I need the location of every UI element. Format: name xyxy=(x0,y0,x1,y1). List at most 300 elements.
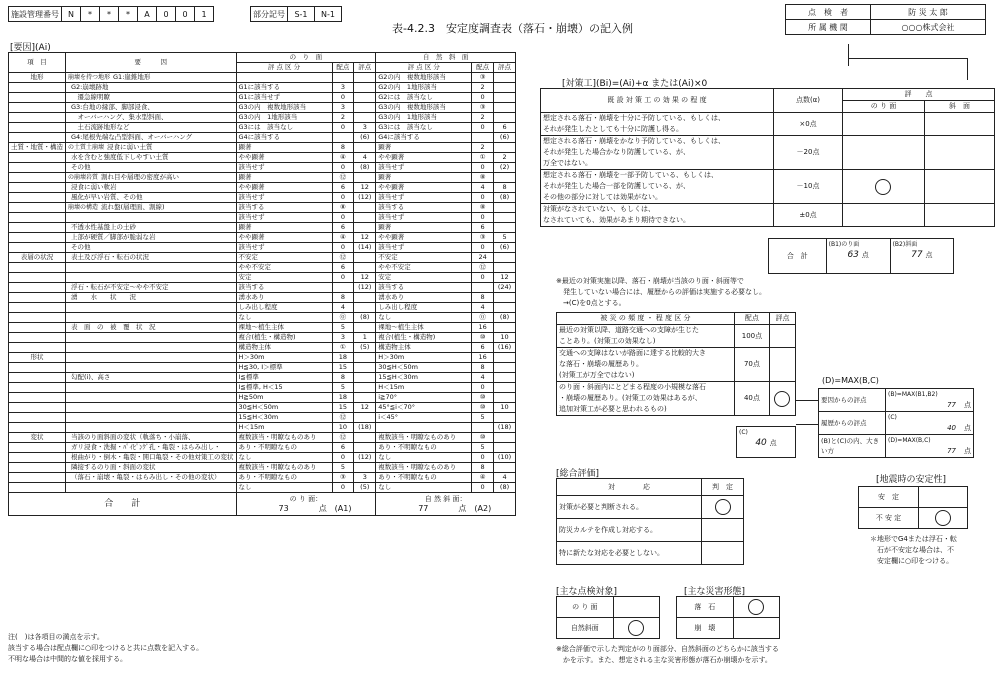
note-line: 安定欄に○印をつける。 xyxy=(870,557,954,565)
judge-cell xyxy=(733,618,779,639)
eval-cell: G3の内 複数地形該当 xyxy=(376,103,472,113)
table-row xyxy=(9,443,516,453)
factor-cell xyxy=(66,223,237,233)
b2-value: 77 xyxy=(911,250,923,260)
factor-cell xyxy=(66,433,237,443)
circle-mark-icon xyxy=(774,391,790,407)
eval-cell: 0 xyxy=(332,193,354,203)
eval-cell: G4に該当する xyxy=(376,133,472,143)
eval-cell: 該当せず xyxy=(236,243,332,253)
table-row xyxy=(9,233,516,243)
group-cell: 表層の状況 xyxy=(9,253,66,263)
eval-cell: i≧70° xyxy=(376,393,472,403)
col-natural: 自 然 斜 面 xyxy=(376,53,516,63)
group-cell xyxy=(9,383,66,393)
factor-cell xyxy=(66,323,237,333)
eval-cell xyxy=(472,283,494,293)
col-points: 配点 xyxy=(472,63,494,73)
eval-cell: H＜15m xyxy=(236,423,332,433)
factor-cell xyxy=(66,313,237,323)
factor-text: G3:台地の縁部、脚部浸食、 xyxy=(71,103,154,111)
code-cell: A xyxy=(138,7,157,22)
dmax-formula: (B)=MAX(B1,B2) xyxy=(888,391,938,398)
eval-cell xyxy=(494,253,516,263)
eval-cell: 該当せず xyxy=(376,213,472,223)
countermeasure-table xyxy=(540,88,995,227)
table-row xyxy=(9,393,516,403)
points-cell: －10点 xyxy=(774,170,843,204)
table-row xyxy=(9,273,516,283)
group-cell: 土質・地質・構造 xyxy=(9,143,66,153)
eval-cell: 4 xyxy=(354,153,376,163)
eval-cell xyxy=(354,73,376,83)
quake-note xyxy=(870,534,957,567)
eval-cell xyxy=(354,443,376,453)
eval-cell: 15 xyxy=(332,363,354,373)
factor-cell xyxy=(66,283,237,293)
eval-cell xyxy=(494,93,516,103)
col-score: 評 点 xyxy=(843,89,995,101)
score-cell xyxy=(924,170,994,204)
eval-cell: 該当せず xyxy=(236,163,332,173)
eval-cell: 該当せず xyxy=(236,193,332,203)
degree-text: 交通への支障はないが路面に達する比較的大き xyxy=(559,349,706,357)
eval-cell: 45°≦i＜70° xyxy=(376,403,472,413)
eval-cell: I≦標準 xyxy=(236,373,332,383)
eval-cell: 顕著 xyxy=(376,223,472,233)
factor-text: 根曲がり・倒木・亀裂・開口亀裂・その他対策工の変状 xyxy=(71,453,234,461)
eval-cell: 24 xyxy=(472,253,494,263)
eval-cell xyxy=(494,113,516,123)
factor-text: その他 xyxy=(71,243,91,251)
group-cell xyxy=(9,193,66,203)
table-row xyxy=(557,597,660,618)
dmax-label: (B)と(C)の内、大きい方 xyxy=(819,435,886,458)
eval-cell: G2の内 1地形該当 xyxy=(376,83,472,93)
note-line: 注( )は各項目の満点を示す。 xyxy=(8,633,104,641)
eval-cell: (6) xyxy=(494,133,516,143)
group-cell xyxy=(9,233,66,243)
factor-cell xyxy=(66,353,237,363)
circle-mark-icon xyxy=(935,510,951,526)
degree-text: それが発生した場合一部を防護している、が、 xyxy=(543,182,690,190)
judge-cell xyxy=(613,597,659,618)
factor-text: （落石・崩壊・亀裂・はらみ出し・その他の変状） xyxy=(71,473,221,481)
eval-cell xyxy=(332,133,354,143)
table-row xyxy=(9,73,516,83)
total-slope-label: の り 面： xyxy=(289,495,323,503)
eval-cell: (24) xyxy=(494,283,516,293)
eval-cell: 5 xyxy=(494,233,516,243)
eval-cell: あり・不明瞭なもの xyxy=(236,473,332,483)
factor-text: 浮石・転石が不安定～やや不安定 xyxy=(71,283,169,291)
group-cell: 変状 xyxy=(9,433,66,443)
eval-cell: なし xyxy=(236,483,332,493)
eval-cell: (14) xyxy=(354,243,376,253)
eval-cell: 3 xyxy=(332,83,354,93)
eval-cell xyxy=(354,413,376,423)
eval-cell: 0 xyxy=(472,93,494,103)
table-row xyxy=(677,618,780,639)
eval-cell: 顕著 xyxy=(376,173,472,183)
points-cell: －20点 xyxy=(774,136,843,170)
factors-table xyxy=(8,52,516,516)
table-row xyxy=(9,363,516,373)
table-row xyxy=(819,389,974,412)
inspector-label: 点 検 者 xyxy=(786,5,871,20)
factors-title: [要因](Ai) xyxy=(10,43,51,53)
eval-cell: 安定 xyxy=(236,273,332,283)
table-row xyxy=(859,487,968,508)
eval-cell: 15≦H＜30m xyxy=(236,413,332,423)
table-row xyxy=(9,143,516,153)
eval-cell xyxy=(494,213,516,223)
eval-cell: 顕著 xyxy=(236,143,332,153)
eval-cell xyxy=(354,93,376,103)
table-row xyxy=(9,303,516,313)
factor-text: 浸食に弱い土質 xyxy=(107,143,153,151)
col-eval: 評 点 区 分 xyxy=(236,63,332,73)
judge-cell xyxy=(613,618,659,639)
factor-cell xyxy=(66,343,237,353)
eval-cell: 3 xyxy=(354,473,376,483)
table-row xyxy=(9,253,516,263)
eval-cell xyxy=(472,133,494,143)
factor-cell xyxy=(66,163,237,173)
dmax-formula: (D)=MAX(B,C) xyxy=(888,437,931,444)
group-cell xyxy=(9,243,66,253)
eval-cell xyxy=(494,223,516,233)
eval-cell xyxy=(494,293,516,303)
c-label: (C) xyxy=(739,429,748,436)
table-row xyxy=(9,373,516,383)
eval-cell: ④ xyxy=(472,473,494,483)
eval-cell: なし xyxy=(376,453,472,463)
target-title: [主な点検対象] xyxy=(556,587,618,597)
eval-cell: 8 xyxy=(332,373,354,383)
eval-cell: H≧50m xyxy=(236,393,332,403)
eval-cell xyxy=(494,173,516,183)
eval-cell: (6) xyxy=(354,133,376,143)
eval-cell: ⑩ xyxy=(472,433,494,443)
table-row xyxy=(557,325,796,348)
group-cell xyxy=(9,173,66,183)
judge-cell xyxy=(843,204,925,227)
facility-number-box xyxy=(8,6,214,22)
eval-cell xyxy=(376,423,472,433)
eval-cell xyxy=(494,433,516,443)
eval-cell: 6 xyxy=(332,443,354,453)
degree-cell xyxy=(541,136,774,170)
eval-cell: (12) xyxy=(354,283,376,293)
group-cell xyxy=(9,333,66,343)
group-cell xyxy=(9,183,66,193)
factor-cell xyxy=(66,463,237,473)
factor-text: 割れ目や層理の密度が高い xyxy=(101,173,180,181)
eval-cell xyxy=(494,463,516,473)
eval-cell xyxy=(354,463,376,473)
eval-cell: H＞30m xyxy=(236,353,332,363)
eval-cell xyxy=(354,213,376,223)
eval-cell: 5 xyxy=(332,383,354,393)
eval-cell: 5 xyxy=(332,323,354,333)
table-row xyxy=(557,618,660,639)
eval-cell: 4 xyxy=(494,473,516,483)
eval-cell: 0 xyxy=(332,163,354,173)
degree-text: それが発生したとしても十分に防護し得る。 xyxy=(543,125,683,133)
factor-cell xyxy=(66,303,237,313)
eval-cell xyxy=(354,263,376,273)
judge-cell xyxy=(702,496,744,519)
eval-cell: H＞30m xyxy=(376,353,472,363)
points-cell: 40点 xyxy=(734,382,769,416)
eval-cell: 6 xyxy=(472,223,494,233)
eval-cell xyxy=(494,353,516,363)
table-row xyxy=(9,453,516,463)
factor-text: 当該のり面斜面の変状（軌落ち・小崩落、 xyxy=(71,433,195,441)
col-eval: 評 点 区 分 xyxy=(376,63,472,73)
judge-cell xyxy=(769,348,795,382)
eval-cell xyxy=(494,363,516,373)
eval-cell: 3 xyxy=(332,103,354,113)
eval-cell: 該当する xyxy=(236,283,332,293)
eval-cell: あり・不明瞭なもの xyxy=(236,443,332,453)
degree-text: その他の部分に対しては効果がない。 xyxy=(543,193,662,201)
eval-cell: 30≦H＜50m xyxy=(376,363,472,373)
group-cell xyxy=(9,303,66,313)
eval-cell: ⑩ xyxy=(472,333,494,343)
dmax-value xyxy=(888,446,971,456)
eval-cell: 3 xyxy=(332,333,354,343)
eval-cell: 5 xyxy=(332,463,354,473)
eval-cell: 0 xyxy=(472,453,494,463)
factor-cell xyxy=(66,103,237,113)
eval-cell: 4 xyxy=(472,303,494,313)
eval-cell: 湧水あり xyxy=(236,293,332,303)
option-label: 安 定 xyxy=(859,487,919,508)
eval-cell: あり・不明瞭なもの xyxy=(376,473,472,483)
factor-text: 不透水性基盤上の土砂 xyxy=(71,223,136,231)
total-label: 合 計 xyxy=(9,493,237,516)
eval-cell xyxy=(354,223,376,233)
eval-cell xyxy=(354,173,376,183)
eval-cell: 8 xyxy=(472,363,494,373)
quake-table xyxy=(858,486,968,529)
sub-label: 崩壊を持つ地形 xyxy=(68,74,111,81)
degree-text: (対策工が万全ではない) xyxy=(559,371,635,379)
table-row xyxy=(9,423,516,433)
factor-text: 上部が硬質／脚部が脆弱な岩 xyxy=(71,233,156,241)
inspector-value: 防 災 太 郎 xyxy=(871,5,986,20)
group-cell xyxy=(9,293,66,303)
disaster-table xyxy=(676,596,780,639)
group-cell xyxy=(9,453,66,463)
option-label: 落 石 xyxy=(677,597,734,618)
judge-cell xyxy=(843,136,925,170)
connector-line xyxy=(848,44,849,66)
eval-cell: 構造物主体 xyxy=(376,343,472,353)
judge-cell xyxy=(918,508,967,529)
factor-text: 水を含むと強度低下しやすい土質 xyxy=(71,153,169,161)
table-row xyxy=(9,173,516,183)
note-line: ※総合評価で示した判定がのり面部分、自然斜面のどちらかに該当する xyxy=(556,645,779,653)
eval-cell: 0 xyxy=(332,243,354,253)
table-row xyxy=(9,333,516,343)
action-text: 対策が必要と判断される。 xyxy=(557,496,702,519)
note-line: ※最近の対策実施以降、落石・崩壊が当該のり面・斜面等で xyxy=(556,277,744,285)
eval-cell: ① xyxy=(472,153,494,163)
sub-label: の土質土崩壊 xyxy=(68,144,105,151)
total-natural-label: 自 然 斜 面： xyxy=(424,495,467,503)
factor-cell xyxy=(66,113,237,123)
option-label: の り 面 xyxy=(557,597,614,618)
connector-line xyxy=(796,400,818,401)
b1-value: 63 xyxy=(847,250,859,260)
eval-cell: 構造物主体 xyxy=(236,343,332,353)
overall-title: [総合評価] xyxy=(556,469,600,479)
eval-cell: 12 xyxy=(354,273,376,283)
factor-text: 風化が早い岩質、その他 xyxy=(71,193,143,201)
unit: 点 xyxy=(861,251,869,259)
eval-cell: G3には 該当なし xyxy=(236,123,332,133)
degree-text: ・崩壊の履歴あり。(対策工の効果はあるが、 xyxy=(559,394,702,402)
table-row xyxy=(9,463,516,473)
eval-cell: 0 xyxy=(472,273,494,283)
eval-cell: G4に該当する xyxy=(236,133,332,143)
table-row xyxy=(9,313,516,323)
code-cell: 0 xyxy=(157,7,176,22)
eval-cell xyxy=(494,323,516,333)
factor-cell xyxy=(66,133,237,143)
eval-cell xyxy=(472,423,494,433)
col-natural: 斜 面 xyxy=(924,101,994,113)
eval-cell: 8 xyxy=(494,183,516,193)
score-cell xyxy=(924,136,994,170)
eval-cell: 6 xyxy=(332,263,354,273)
eval-cell: ⑫ xyxy=(332,433,354,443)
eval-cell: (8) xyxy=(354,313,376,323)
eval-cell: G2の内 複数地形該当 xyxy=(376,73,472,83)
table-row xyxy=(9,353,516,363)
col-judge: 判 定 xyxy=(702,479,744,496)
table-row xyxy=(557,496,744,519)
factor-cell xyxy=(66,183,237,193)
eval-cell: 裸地～植生主体 xyxy=(236,323,332,333)
group-cell: 地形 xyxy=(9,73,66,83)
degree-text: な落石・崩壊の履歴あり。 xyxy=(559,360,643,368)
eval-cell xyxy=(354,373,376,383)
eval-cell: 顕著 xyxy=(236,223,332,233)
action-text: 特に新たな対応を必要としない。 xyxy=(557,542,702,565)
eval-cell: 16 xyxy=(472,323,494,333)
value-text: 77 xyxy=(947,401,956,409)
eval-cell: ⑫ xyxy=(472,263,494,273)
disaster-title: [主な災害形態] xyxy=(684,587,746,597)
factor-text: 隣接するのり面・斜面の変状 xyxy=(71,463,156,471)
judge-cell xyxy=(843,113,925,136)
table-row xyxy=(9,93,516,103)
factor-text: 流れ盤(層理面、割線) xyxy=(101,203,165,211)
connector-line xyxy=(848,58,968,59)
eval-cell xyxy=(354,113,376,123)
factor-cell xyxy=(66,73,237,83)
eval-cell: 16 xyxy=(472,353,494,363)
code-cell: * xyxy=(119,7,138,22)
eval-cell xyxy=(494,393,516,403)
value-text: 77 xyxy=(947,447,956,455)
group-cell xyxy=(9,423,66,433)
sub-label: 崩壊の構造 xyxy=(68,204,99,211)
eval-cell: (8) xyxy=(354,163,376,173)
countermeasure-title: [対策工](Bi)=(Ai)+α または(Ai)×0 xyxy=(562,79,708,89)
unit: 点 xyxy=(964,447,971,455)
eval-cell: 該当する xyxy=(376,203,472,213)
table-row xyxy=(9,113,516,123)
option-label: 自然斜面 xyxy=(557,618,614,639)
note-line: 石が不安定な場合は、不 xyxy=(870,546,954,554)
eval-cell: 15 xyxy=(332,403,354,413)
factor-cell xyxy=(66,403,237,413)
eval-cell: やや不安定 xyxy=(376,263,472,273)
eval-cell: 12 xyxy=(494,273,516,283)
eval-cell: 複合(植生・構造物) xyxy=(376,333,472,343)
table-row xyxy=(9,203,516,213)
eval-cell: 8 xyxy=(332,293,354,303)
points-cell: 100点 xyxy=(734,325,769,348)
quake-title: [地震時の安定性] xyxy=(876,475,947,485)
eval-cell: 10 xyxy=(494,403,516,413)
eval-cell xyxy=(354,293,376,303)
degree-text: 対策がなされていない、もしくは、 xyxy=(543,205,655,213)
unit: 点 xyxy=(769,439,777,447)
eval-cell: 0 xyxy=(472,123,494,133)
table-row xyxy=(9,153,516,163)
eval-cell: (6) xyxy=(494,243,516,253)
eval-cell: 6 xyxy=(332,183,354,193)
total-natural-value: 77 xyxy=(418,504,429,513)
degree-text: 想定される落石・崩壊を十分に予防している、もしくは、 xyxy=(543,114,725,122)
table-row xyxy=(9,413,516,423)
col-score: 評点 xyxy=(494,63,516,73)
eval-cell xyxy=(354,103,376,113)
table-row xyxy=(541,170,995,204)
eval-cell xyxy=(354,203,376,213)
value-text: 40 xyxy=(947,424,956,432)
table-row xyxy=(9,103,516,113)
eval-cell: 安定 xyxy=(376,273,472,283)
factor-text: 表 面 の 被 覆 状 況 xyxy=(71,323,156,331)
factor-cell xyxy=(66,263,237,273)
eval-cell: (18) xyxy=(354,423,376,433)
b1-label: (B1)のり面 xyxy=(828,241,860,248)
eval-cell: 裸地～植生主体 xyxy=(376,323,472,333)
eval-cell: 複数該当・明瞭なものあり xyxy=(376,463,472,473)
eval-cell xyxy=(332,73,354,83)
group-cell xyxy=(9,403,66,413)
eval-cell: (5) xyxy=(354,343,376,353)
points-cell: 70点 xyxy=(734,348,769,382)
factor-cell xyxy=(66,363,237,373)
eval-cell xyxy=(494,203,516,213)
eval-cell: やや不安定 xyxy=(236,263,332,273)
col-degree: 既 設 対 策 工 の 効 果 の 程 度 xyxy=(541,89,774,113)
score-cell xyxy=(924,204,994,227)
eval-cell: 0 xyxy=(332,453,354,463)
unit: 点 xyxy=(964,424,971,432)
eval-cell: なし xyxy=(376,313,472,323)
eval-cell: H＜15m xyxy=(376,383,472,393)
factor-cell xyxy=(66,83,237,93)
